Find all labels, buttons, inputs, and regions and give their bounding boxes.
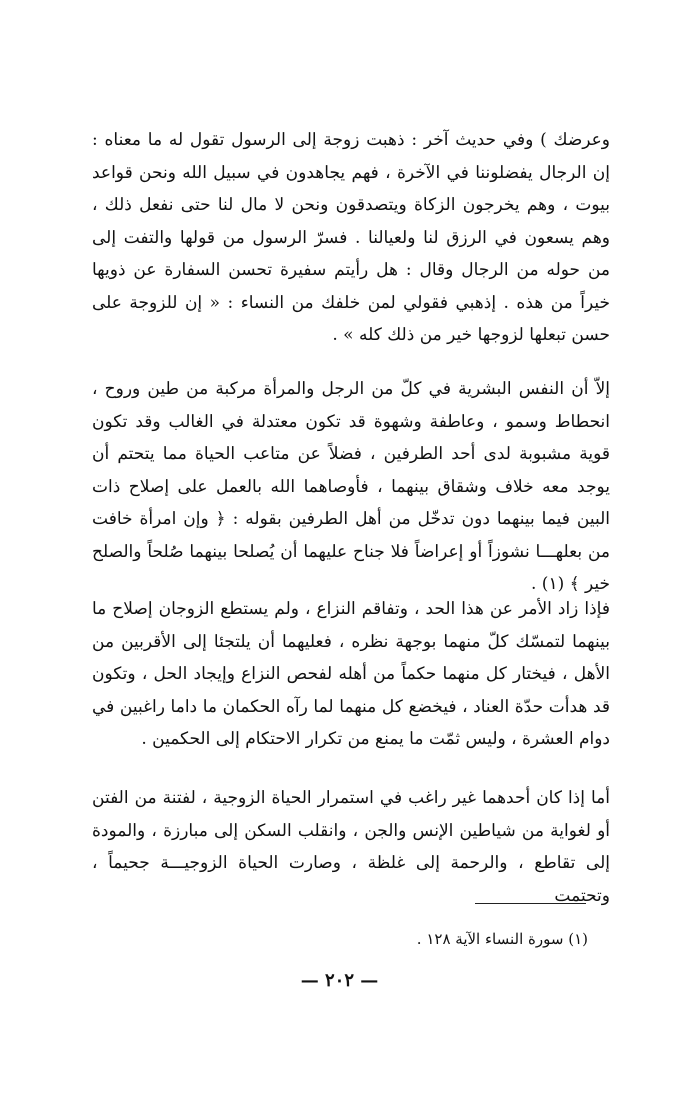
footnote-divider [475, 903, 586, 904]
paragraph-text: أما إذا كان أحدهما غير راغب في استمرار الحياة الزوجية ، لفتنة من الفتن أو لغواية من شياطين الإنس والجن ، وانقلب السكن إلى مبارزة ، والمودة إلى تقاطع ، والرحمة إلى غلظة ، وصارت الحياة الزوجيـــة جحيماً ، وتحتمت [92, 788, 610, 906]
body-paragraph [92, 782, 610, 912]
body-paragraph [92, 593, 610, 756]
page-number: — ٢٠٢ — [300, 970, 379, 991]
footnote: (١) سورة النساء الآية ١٢٨ . [416, 930, 588, 948]
paragraph-text: وعرضك ) وفي حديث آخر : ذهبت زوجة إلى الرسول تقول له ما معناه : إن الرجال يفضلوننا في الآخرة ، فهم يجاهدون في سبيل الله ونحن قواعد بيوت ، وهم يخرجون الزكاة ويتصدقون ونحن لا مال لنا حتى نفعل ذلك ، وهم يسعون في الرزق لنا ولعيالنا . فسرّ الرسول من قولها والتفت إلى من حوله من الرجال وقال : هل رأيتم سفيرة تحسن السفارة عن ذويها خيراً من هذه . إذهبي فقولي لمن خلفك من النساء : « إن للزوجة على حسن تبعلها لزوجها خير من ذلك كله » . [92, 130, 610, 345]
body-paragraph [92, 124, 610, 352]
paragraph-text: فإذا زاد الأمر عن هذا الحد ، وتفاقم النزاع ، ولم يستطع الزوجان إصلاح ما بينهما لتمسّك كلّ منهما بوجهة نظره ، فعليهما أن يلتجئا إلى الأقربين من الأهل ، فيختار كل منهما حكماً من أهله لفحص النزاع وإيجاد الحل ، وتكون قد هدأت حدّة العناد ، فيخضع كل منهما لما رآه الحكمان ما داما راغبين في دوام العشرة ، وليس ثمّت ما يمنع من تكرار الاحتكام إلى الحكمين . [92, 599, 610, 749]
body-paragraph [92, 373, 610, 601]
paragraph-text: إلاّ أن النفس البشرية في كلّ من الرجل والمرأة مركبة من طين وروح ، انحطاط وسمو ، وعاطفة وشهوة قد تكون معتدلة في الغالب وقد تكون قوية مشبوبة لدى أحد الطرفين ، فضلاً عن متاعب الحياة مما يتحتم أن يوجد معه خلاف وشقاق بينهما ، فأوصاهما الله بالعمل على إصلاح ذات البين فيما بينهما دون تدخّل من أهل الطرفين بقوله : ﴿ وإن امرأة خافت من بعلهـــا نشوزاً أو إعراضاً فلا جناح عليهما أن يُصلحا بينهما صُلحاً والصلح خير ﴾ (١) . [92, 379, 610, 594]
